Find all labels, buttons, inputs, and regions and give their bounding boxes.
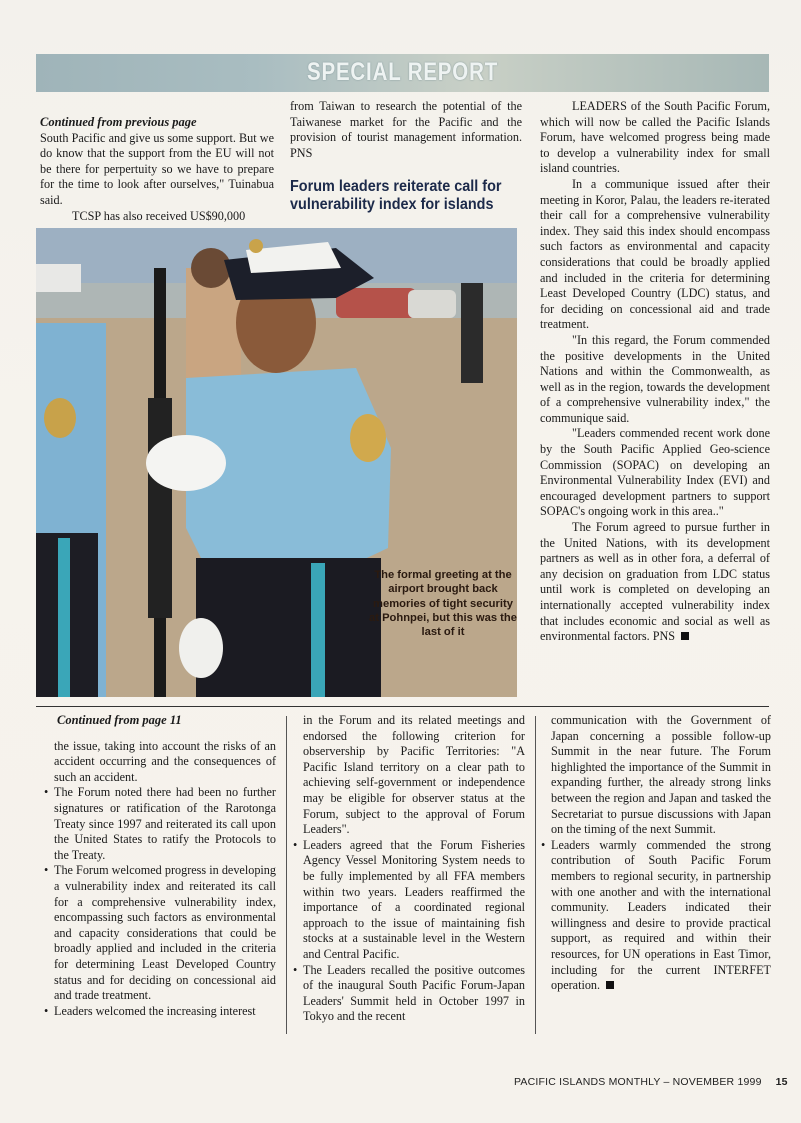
list-item: • The Forum noted there had been no further signatures or ratification of the Rarotonga Treaty since 1997 and reiterated its call upon the United States to ratify the Protocols to the Treaty.	[44, 785, 276, 863]
bullet-list	[44, 785, 276, 1019]
page-footer	[514, 1076, 788, 1088]
bullet-list	[541, 838, 771, 994]
top-column-1	[40, 115, 274, 224]
paragraph: LEADERS of the South Pacific Forum, which will now be called the Pacific Islands Forum, have welcomed progress being made to develop a vulnerability index for small island countries.	[540, 99, 770, 176]
paragraph: from Taiwan to research the potential of the Taiwanese market for the Pacific and the provision of tourist management information. PNS	[290, 99, 522, 160]
end-of-article-mark	[606, 981, 614, 989]
publication-info: PACIFIC ISLANDS MONTHLY – NOVEMBER 1999	[514, 1076, 762, 1088]
paragraph: in the Forum and its related meetings and endorsed the following criterion for observership by Pacific Territories: "A Pacific Island territory on a clear path to achieving self-government or independence may be eligible for observer status at the Forum, subject to the approval of Forum Leaders".	[303, 713, 525, 837]
paragraph: In a communique issued after their meeting in Koror, Palau, the leaders re-iterated their call for a comprehensive vulnerability index. They said this index should encompass such factors as environmental and capacity considerations that could be broadly applied and included in the criteria for determining Least Developed Country (LDC) status, and for deciding on concessional aid and trade treatment.	[540, 176, 770, 332]
paragraph: "In this regard, the Forum commended the positive developments in the United Nations and within the Commonwealth, as well as in the region, towards the development of a comprehensive vulnerability index," the communique said.	[540, 332, 770, 425]
page-number: 15	[775, 1076, 788, 1088]
photo-caption: The formal greeting at the airport brought back memories of tight security at Pohnpei, but this was the last of it	[369, 569, 517, 639]
end-of-article-mark	[681, 632, 689, 640]
column-divider	[286, 716, 287, 1034]
bottom-column-2	[293, 713, 525, 1025]
list-item: • The Forum welcomed progress in developing a vulnerability index and reiterated its call for a comprehensive vulnerability index, encompassing such factors as environmental and capacity considerations that could be broadly applied and included in the criteria for determining Least Developed Country status and for deciding on concessional aid and trade treatment.	[44, 863, 276, 1003]
top-column-2	[290, 99, 522, 161]
section-divider	[36, 706, 769, 707]
paragraph	[540, 520, 770, 645]
bullet-list	[293, 838, 525, 1025]
paragraph: South Pacific and give us some support. But we do know that the support from the EU will not be there for perpertuity so we have to prepare for the time to look after ourselves," Tuinabua said.	[40, 130, 274, 207]
list-item: • Leaders agreed that the Forum Fisheries Agency Vessel Monitoring System needs to be fully implemented by all FFA members within two years. Leaders reaffirmed the importance of a coordinated regional approach to the issue of maintaining fish stocks at a sustainable level in the Western and Central Pacific.	[293, 838, 525, 963]
paragraph: "Leaders commended recent work done by the South Pacific Applied Geo-science Commission (SOPAC) on developing an Environmental Vulnerability Index (EVI) and encouraged development partners to support SOPAC's ongoing work in this area.."	[540, 426, 770, 519]
paragraph: communication with the Government of Japan concerning a possible follow-up Summit in the near future. The Forum highlighted the importance of the Summit in expanding further, the already strong links between the region and Japan and tasked the Secretariat to pursue discussions with Japan on the timing of the next Summit.	[551, 713, 771, 837]
list-item: • Leaders welcomed the increasing interest	[44, 1004, 276, 1020]
paragraph: the issue, taking into account the risks of an accident occurring and the consequences of such an accident.	[54, 738, 276, 784]
article-headline: Forum leaders reiterate call for vulnerability index for islands	[290, 178, 502, 213]
list-item	[541, 838, 771, 994]
list-item-text: Leaders warmly commended the strong contribution of South Pacific Forum members to regional security, in partnership with one another and with the international community. Leaders indicated their willingness and desire to provide practical support, as required and within their resources, for UN operations in East Timor, including for the current INTERFET operation.	[551, 837, 771, 993]
bottom-column-1	[44, 713, 276, 1019]
column-divider	[535, 716, 536, 1034]
paragraph-text: The Forum agreed to pursue further in the United Nations, with its development partners as well as in other fora, a deferral of any decision on graduation from LDC status until work is completed on developing an internationally accepted vulnerability index that includes economic and social as well as environmental factors. PNS	[540, 520, 770, 644]
special-report-banner	[36, 54, 769, 92]
banner-title: SPECIAL REPORT	[306, 58, 499, 86]
continued-from-page-label: Continued from page 11	[57, 713, 182, 727]
bottom-column-3	[541, 713, 771, 994]
list-item: • The Leaders recalled the positive outcomes of the inaugural South Pacific Forum-Japan Leaders' Summit held in October 1997 in Tokyo and the recent	[293, 963, 525, 1025]
paragraph: TCSP has also received US$90,000	[72, 208, 246, 223]
continued-from-previous-label: Continued from previous page	[40, 115, 197, 129]
top-column-3	[540, 99, 770, 645]
